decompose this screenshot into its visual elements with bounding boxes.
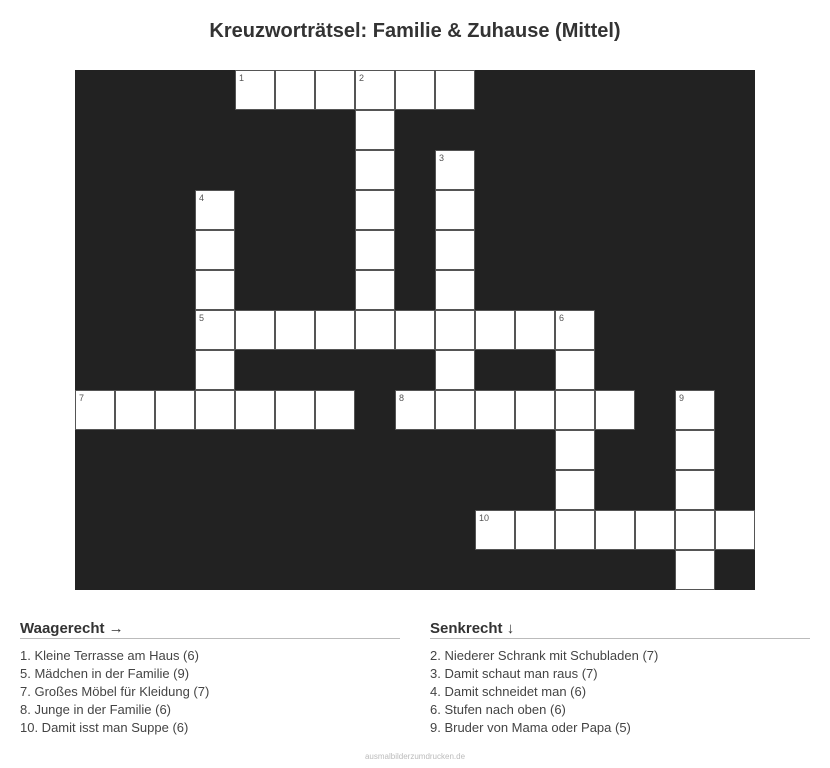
grid-cell[interactable] [395,390,435,430]
grid-cell[interactable] [555,390,595,430]
clue-number: 7 [79,393,85,403]
puzzle-title: Kreuzworträtsel: Familie & Zuhause (Mittel) [209,20,621,42]
grid-cell[interactable] [675,470,715,510]
down-clues [430,620,810,737]
grid-cell[interactable] [555,430,595,470]
grid-cell[interactable] [555,350,595,390]
across-clue: 8. Junge in der Familie (6) [20,702,172,717]
grid-cell[interactable] [715,510,755,550]
grid-cell[interactable] [155,390,195,430]
grid-cell[interactable] [195,390,235,430]
grid-cell[interactable] [435,230,475,270]
grid-cell[interactable] [675,430,715,470]
down-clue: 3. Damit schaut man raus (7) [430,666,598,681]
down-clue: 4. Damit schneidet man (6) [430,684,587,699]
clue-number: 9 [679,393,685,403]
grid-cell[interactable] [195,270,235,310]
grid-cell[interactable] [475,510,515,550]
grid-cell[interactable] [435,150,475,190]
grid-cell[interactable] [435,390,475,430]
clue-number: 8 [399,393,405,403]
grid-cell[interactable] [355,310,395,350]
grid-cell[interactable] [235,310,275,350]
grid-cell[interactable] [195,310,235,350]
clue-number: 2 [359,73,365,83]
grid-cell[interactable] [355,150,395,190]
down-heading: Senkrecht ↓ [430,620,810,639]
clue-number: 1 [239,73,245,83]
grid-cell[interactable] [675,510,715,550]
grid-cell[interactable] [275,310,315,350]
grid-cell[interactable] [515,390,555,430]
grid-cell[interactable] [435,270,475,310]
grid-cell[interactable] [275,70,315,110]
grid-cell[interactable] [475,390,515,430]
clue-number: 10 [479,513,490,523]
down-clue: 2. Niederer Schrank mit Schubladen (7) [430,648,659,663]
grid-cell[interactable] [675,550,715,590]
grid-cell[interactable] [435,350,475,390]
clue-number: 3 [439,153,445,163]
grid-cell[interactable] [315,390,355,430]
grid-cell[interactable] [395,310,435,350]
grid-cell[interactable] [355,70,395,110]
grid-cell[interactable] [435,70,475,110]
grid-cell[interactable] [235,390,275,430]
grid-cell[interactable] [395,70,435,110]
across-clues [20,620,400,737]
grid-cell[interactable] [635,510,675,550]
across-clue: 7. Großes Möbel für Kleidung (7) [20,684,210,699]
grid-cell[interactable] [195,190,235,230]
grid-cell[interactable] [515,310,555,350]
across-heading: Waagerecht → [20,620,400,639]
grid-cell[interactable] [195,350,235,390]
across-clue: 5. Mädchen in der Familie (9) [20,666,190,681]
grid-cell[interactable] [355,110,395,150]
down-clue: 9. Bruder von Mama oder Papa (5) [430,720,631,735]
footer-credit: ausmalbilderzumdrucken.de [364,752,466,761]
grid-cell[interactable] [275,390,315,430]
clue-number: 5 [199,313,205,323]
grid-cell[interactable] [515,510,555,550]
grid-cell[interactable] [315,70,355,110]
across-clue: 10. Damit isst man Suppe (6) [20,720,189,735]
grid-cell[interactable] [435,310,475,350]
down-clue: 6. Stufen nach oben (6) [430,702,566,717]
grid-cell[interactable] [555,310,595,350]
grid-cell[interactable] [675,390,715,430]
across-clue: 1. Kleine Terrasse am Haus (6) [20,648,199,663]
grid-cell[interactable] [355,230,395,270]
clue-number: 4 [199,193,205,203]
grid-cell[interactable] [555,470,595,510]
crossword-grid [75,70,755,590]
grid-cell[interactable] [235,70,275,110]
grid-cell[interactable] [475,310,515,350]
grid-cell[interactable] [195,230,235,270]
grid-cell[interactable] [355,270,395,310]
grid-cell[interactable] [435,190,475,230]
clue-number: 6 [559,313,565,323]
grid-cell[interactable] [355,190,395,230]
grid-cell[interactable] [595,510,635,550]
grid-cell[interactable] [75,390,115,430]
grid-cell[interactable] [115,390,155,430]
grid-cell[interactable] [595,390,635,430]
grid-cell[interactable] [315,310,355,350]
grid-cell[interactable] [555,510,595,550]
